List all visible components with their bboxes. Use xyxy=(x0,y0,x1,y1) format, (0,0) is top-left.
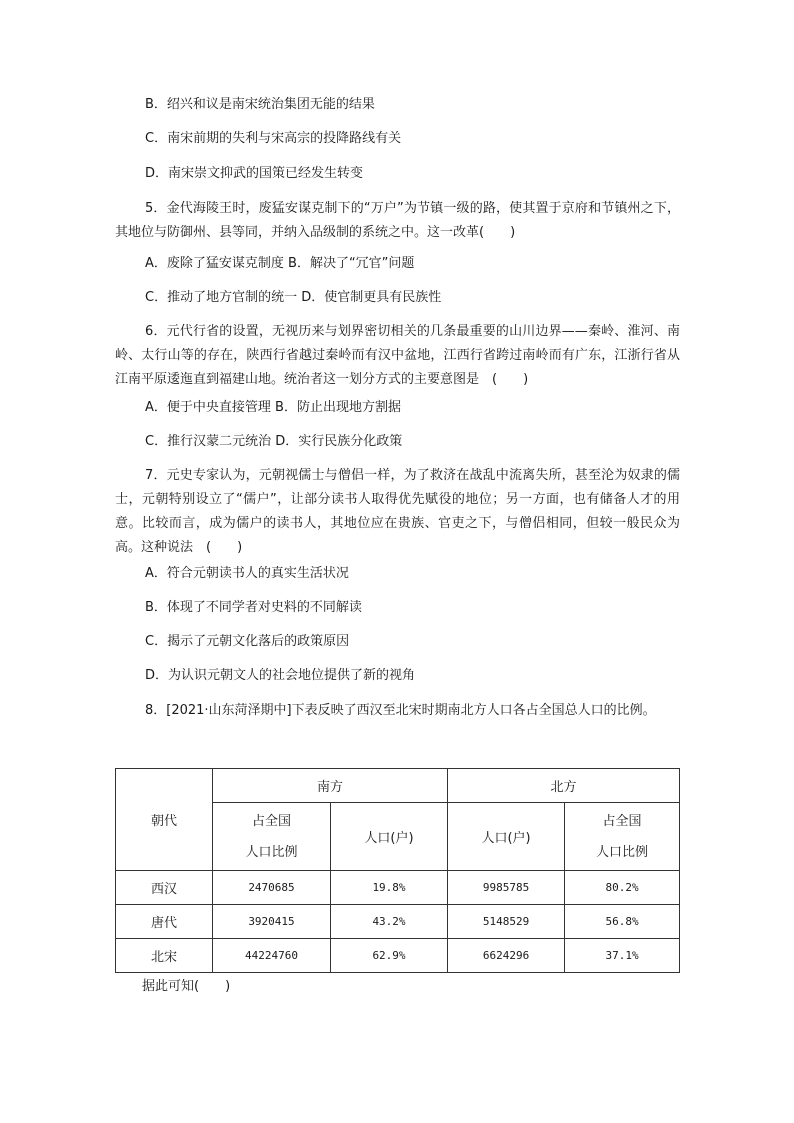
q4-option-d: D．南宋崇文抑武的国策已经发生转变 xyxy=(145,166,364,181)
q6-stem: 6．元代行省的设置，无视历来与划界密切相关的几条最重要的山川边界——秦岭、淮河、南岭、太行山等的存在，陕西行省越过秦岭而有汉中盆地，江西行省跨过南岭而有广东，江浙行省从江南平原逶迤直到福建山地。统治者这一划分方式的主要意图是 ( ) xyxy=(115,324,680,387)
population-table xyxy=(115,768,680,973)
dynasty-cell: 北宋 xyxy=(116,939,213,973)
south-ratio-header-line2: 人口比例 xyxy=(245,844,298,860)
north-header: 北方 xyxy=(448,769,680,803)
south-households-header: 人口(户) xyxy=(331,803,448,871)
south-ratio-header xyxy=(213,803,331,871)
q4-option-b: B．绍兴和议是南宋统治集团无能的结果 xyxy=(145,97,375,112)
south-pct-cell: 19.8% xyxy=(331,871,448,905)
q7-option-a: A．符合元朝读书人的真实生活状况 xyxy=(145,566,349,581)
q6-options-cd: C．推行汉蒙二元统治 D．实行民族分化政策 xyxy=(145,434,403,449)
q8-conclusion: 据此可知( ) xyxy=(142,979,231,994)
table-header-row xyxy=(116,769,680,803)
q5-options-cd: C．推动了地方官制的统一 D．使官制更具有民族性 xyxy=(145,290,442,305)
q5-stem: 5．金代海陵王时，废猛安谋克制下的“万户”为节镇一级的路，使其置于京府和节镇州之下，其地位与防御州、县等同，并纳入品级制的系统之中。这一改革( ) xyxy=(115,201,680,240)
north-pop-cell: 6624296 xyxy=(448,939,565,973)
north-ratio-header-line1: 占全国 xyxy=(602,813,642,829)
q7-stem: 7．元史专家认为，元朝视儒士与僧侣一样，为了救济在战乱中流离失所，甚至沦为奴隶的儒士，元朝特别设立了“儒户”，让部分读书人取得优先赋役的地位；另一方面，也有储备人才的用意。比较而言，成为儒户的读书人，其地位应在贵族、官吏之下，与僧侣相同，但较一般民众为高。这种说法 ( ) xyxy=(115,468,680,555)
south-header: 南方 xyxy=(213,769,448,803)
dynasty-cell: 西汉 xyxy=(116,871,213,905)
north-ratio-header xyxy=(565,803,680,871)
north-pop-cell: 9985785 xyxy=(448,871,565,905)
q5-options-ab: A．废除了猛安谋克制度 B．解决了“冗官”问题 xyxy=(145,256,415,271)
table-row xyxy=(116,939,680,973)
table-row xyxy=(116,871,680,905)
q8-stem: 8．[2021·山东菏泽期中]下表反映了西汉至北宋时期南北方人口各占全国总人口的比例。 xyxy=(145,703,656,718)
north-pct-cell: 80.2% xyxy=(565,871,680,905)
q4-option-c: C．南宋前期的失利与宋高宗的投降路线有关 xyxy=(145,131,402,146)
q7-option-b: B．体现了不同学者对史料的不同解读 xyxy=(145,600,362,615)
north-pct-cell: 37.1% xyxy=(565,939,680,973)
q7-option-d: D．为认识元朝文人的社会地位提供了新的视角 xyxy=(145,668,416,683)
south-pct-cell: 43.2% xyxy=(331,905,448,939)
dynasty-header: 朝代 xyxy=(116,769,213,871)
table-row xyxy=(116,905,680,939)
south-pct-cell: 62.9% xyxy=(331,939,448,973)
north-ratio-header-line2: 人口比例 xyxy=(596,844,649,860)
south-ratio-header-line1: 占全国 xyxy=(251,813,291,829)
north-pct-cell: 56.8% xyxy=(565,905,680,939)
north-pop-cell: 5148529 xyxy=(448,905,565,939)
south-pop-cell: 3920415 xyxy=(213,905,331,939)
south-pop-cell: 2470685 xyxy=(213,871,331,905)
dynasty-cell: 唐代 xyxy=(116,905,213,939)
q7-option-c: C．揭示了元朝文化落后的政策原因 xyxy=(145,634,350,649)
q6-options-ab: A．便于中央直接管理 B．防止出现地方割据 xyxy=(145,400,401,415)
north-households-header: 人口(户) xyxy=(448,803,565,871)
south-pop-cell: 44224760 xyxy=(213,939,331,973)
